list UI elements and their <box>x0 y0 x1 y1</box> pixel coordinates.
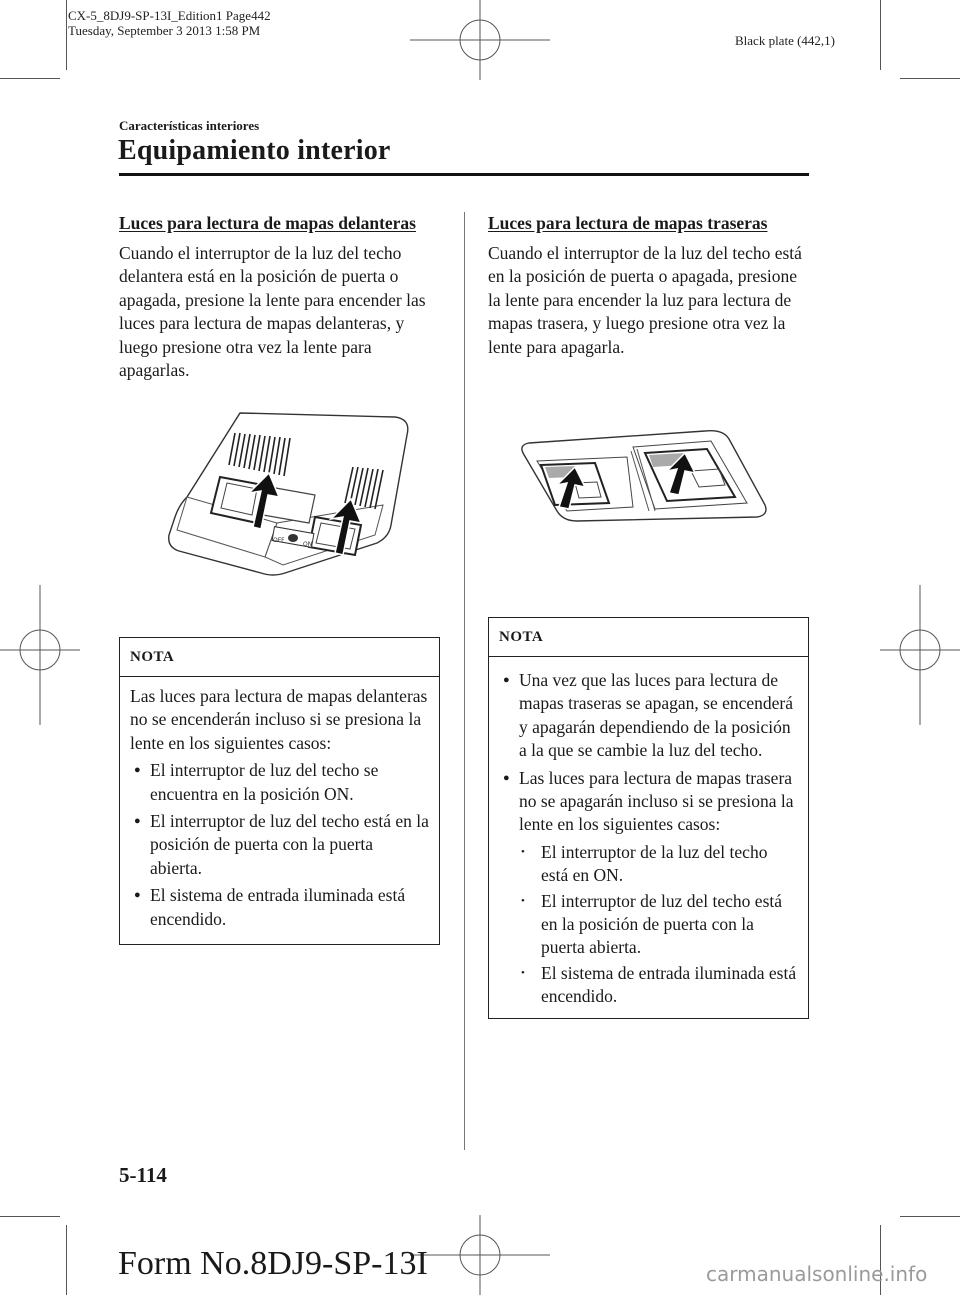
form-number: Form No.8DJ9-SP-13I <box>118 1245 428 1282</box>
on-label: ON <box>303 541 313 548</box>
bullet-glyph: ● <box>134 889 141 902</box>
registration-mark-left <box>0 585 80 725</box>
print-slug <box>68 8 271 38</box>
bullet-glyph: ● <box>503 674 510 686</box>
note-sub-bullet-text: El interruptor de luz del techo está en la posición de puerta con la puerta abierta. <box>541 890 783 958</box>
note-sub-bullet-text: El interruptor de la luz del techo está en ON. <box>541 841 768 886</box>
column-divider <box>464 212 465 1150</box>
note-bullet-text: Una vez que las luces para lectura de mapas traseras se apagan, se encenderá y apagarán dependiendo de la posición a la que se cambie la luz del techo. <box>519 670 794 761</box>
front-map-light-illustration <box>165 405 425 580</box>
print-date-line: Tuesday, September 3 2013 1:58 PM <box>68 23 261 38</box>
page-title: Equipamiento interior <box>118 135 391 166</box>
note-body <box>120 677 439 945</box>
note-bullet-text: El sistema de entrada iluminada está encendido. <box>150 885 406 929</box>
note-sub-bullet-text: El sistema de entrada iluminada está encendido. <box>541 962 797 1007</box>
title-rule <box>119 173 809 176</box>
note-intro: Las luces para lectura de mapas delanteras no se encenderán incluso si se presiona la lente en los siguientes casos: <box>130 686 428 753</box>
note-sub-bullet <box>521 890 798 960</box>
note-title: NOTA <box>489 618 808 657</box>
note-bullet-text: El interruptor de luz del techo está en la posición de puerta con la puerta abierta. <box>150 811 429 878</box>
sub-bullet-glyph: • <box>521 966 525 979</box>
note-bullet <box>499 669 798 763</box>
note-title: NOTA <box>120 638 439 677</box>
note-bullet-text: Las luces para lectura de mapas trasera no se apagarán incluso si se presiona la lente en los siguientes casos: <box>519 767 794 835</box>
bullet-glyph: ● <box>503 771 510 784</box>
note-sub-bullet <box>521 962 798 1009</box>
page-number: 5-114 <box>119 1163 167 1187</box>
note-bullet <box>130 759 429 806</box>
registration-mark-bottom <box>410 1215 550 1295</box>
note-body <box>489 657 808 1019</box>
registration-mark-right <box>880 585 960 725</box>
note-sub-bullet <box>521 841 798 888</box>
rear-map-light-illustration <box>515 425 775 525</box>
note-bullet <box>130 810 429 880</box>
sub-bullet-glyph: • <box>521 894 525 907</box>
off-label: OFF <box>273 537 285 544</box>
front-note-box <box>119 637 440 945</box>
registration-mark-top <box>410 0 550 80</box>
note-bullet <box>499 767 798 837</box>
rear-map-lights-text: Cuando el interruptor de la luz del techo está en la posición de puerta o apagada, presione la lente para encender la luz para lectura de mapas trasera, y luego presione otra vez la lente para apagarla. <box>488 243 802 357</box>
section-label: Características interiores <box>119 118 260 133</box>
rear-note-box <box>488 617 809 1019</box>
note-bullet <box>130 884 429 931</box>
bullet-glyph: ● <box>134 815 141 828</box>
watermark: carmanualsonline.info <box>706 1262 928 1286</box>
bullet-glyph: ● <box>134 764 141 777</box>
front-map-lights-heading: Luces para lectura de mapas delanteras <box>119 213 416 233</box>
sub-bullet-glyph: • <box>521 845 525 858</box>
rear-map-lights-heading: Luces para lectura de mapas traseras <box>488 213 768 233</box>
print-file-line: CX-5_8DJ9-SP-13I_Edition1 Page442 <box>68 8 271 23</box>
front-map-lights-text: Cuando el interruptor de la luz del techo delantera está en la posición de puerta o apagada, presione la lente para encender las luces para lectura de mapas delanteras, y luego presione otra vez la lente para apagarlas. <box>119 243 426 381</box>
note-bullet-text: El interruptor de luz del techo se encuentra en la posición ON. <box>150 760 379 804</box>
plate-label: Black plate (442,1) <box>735 33 835 48</box>
